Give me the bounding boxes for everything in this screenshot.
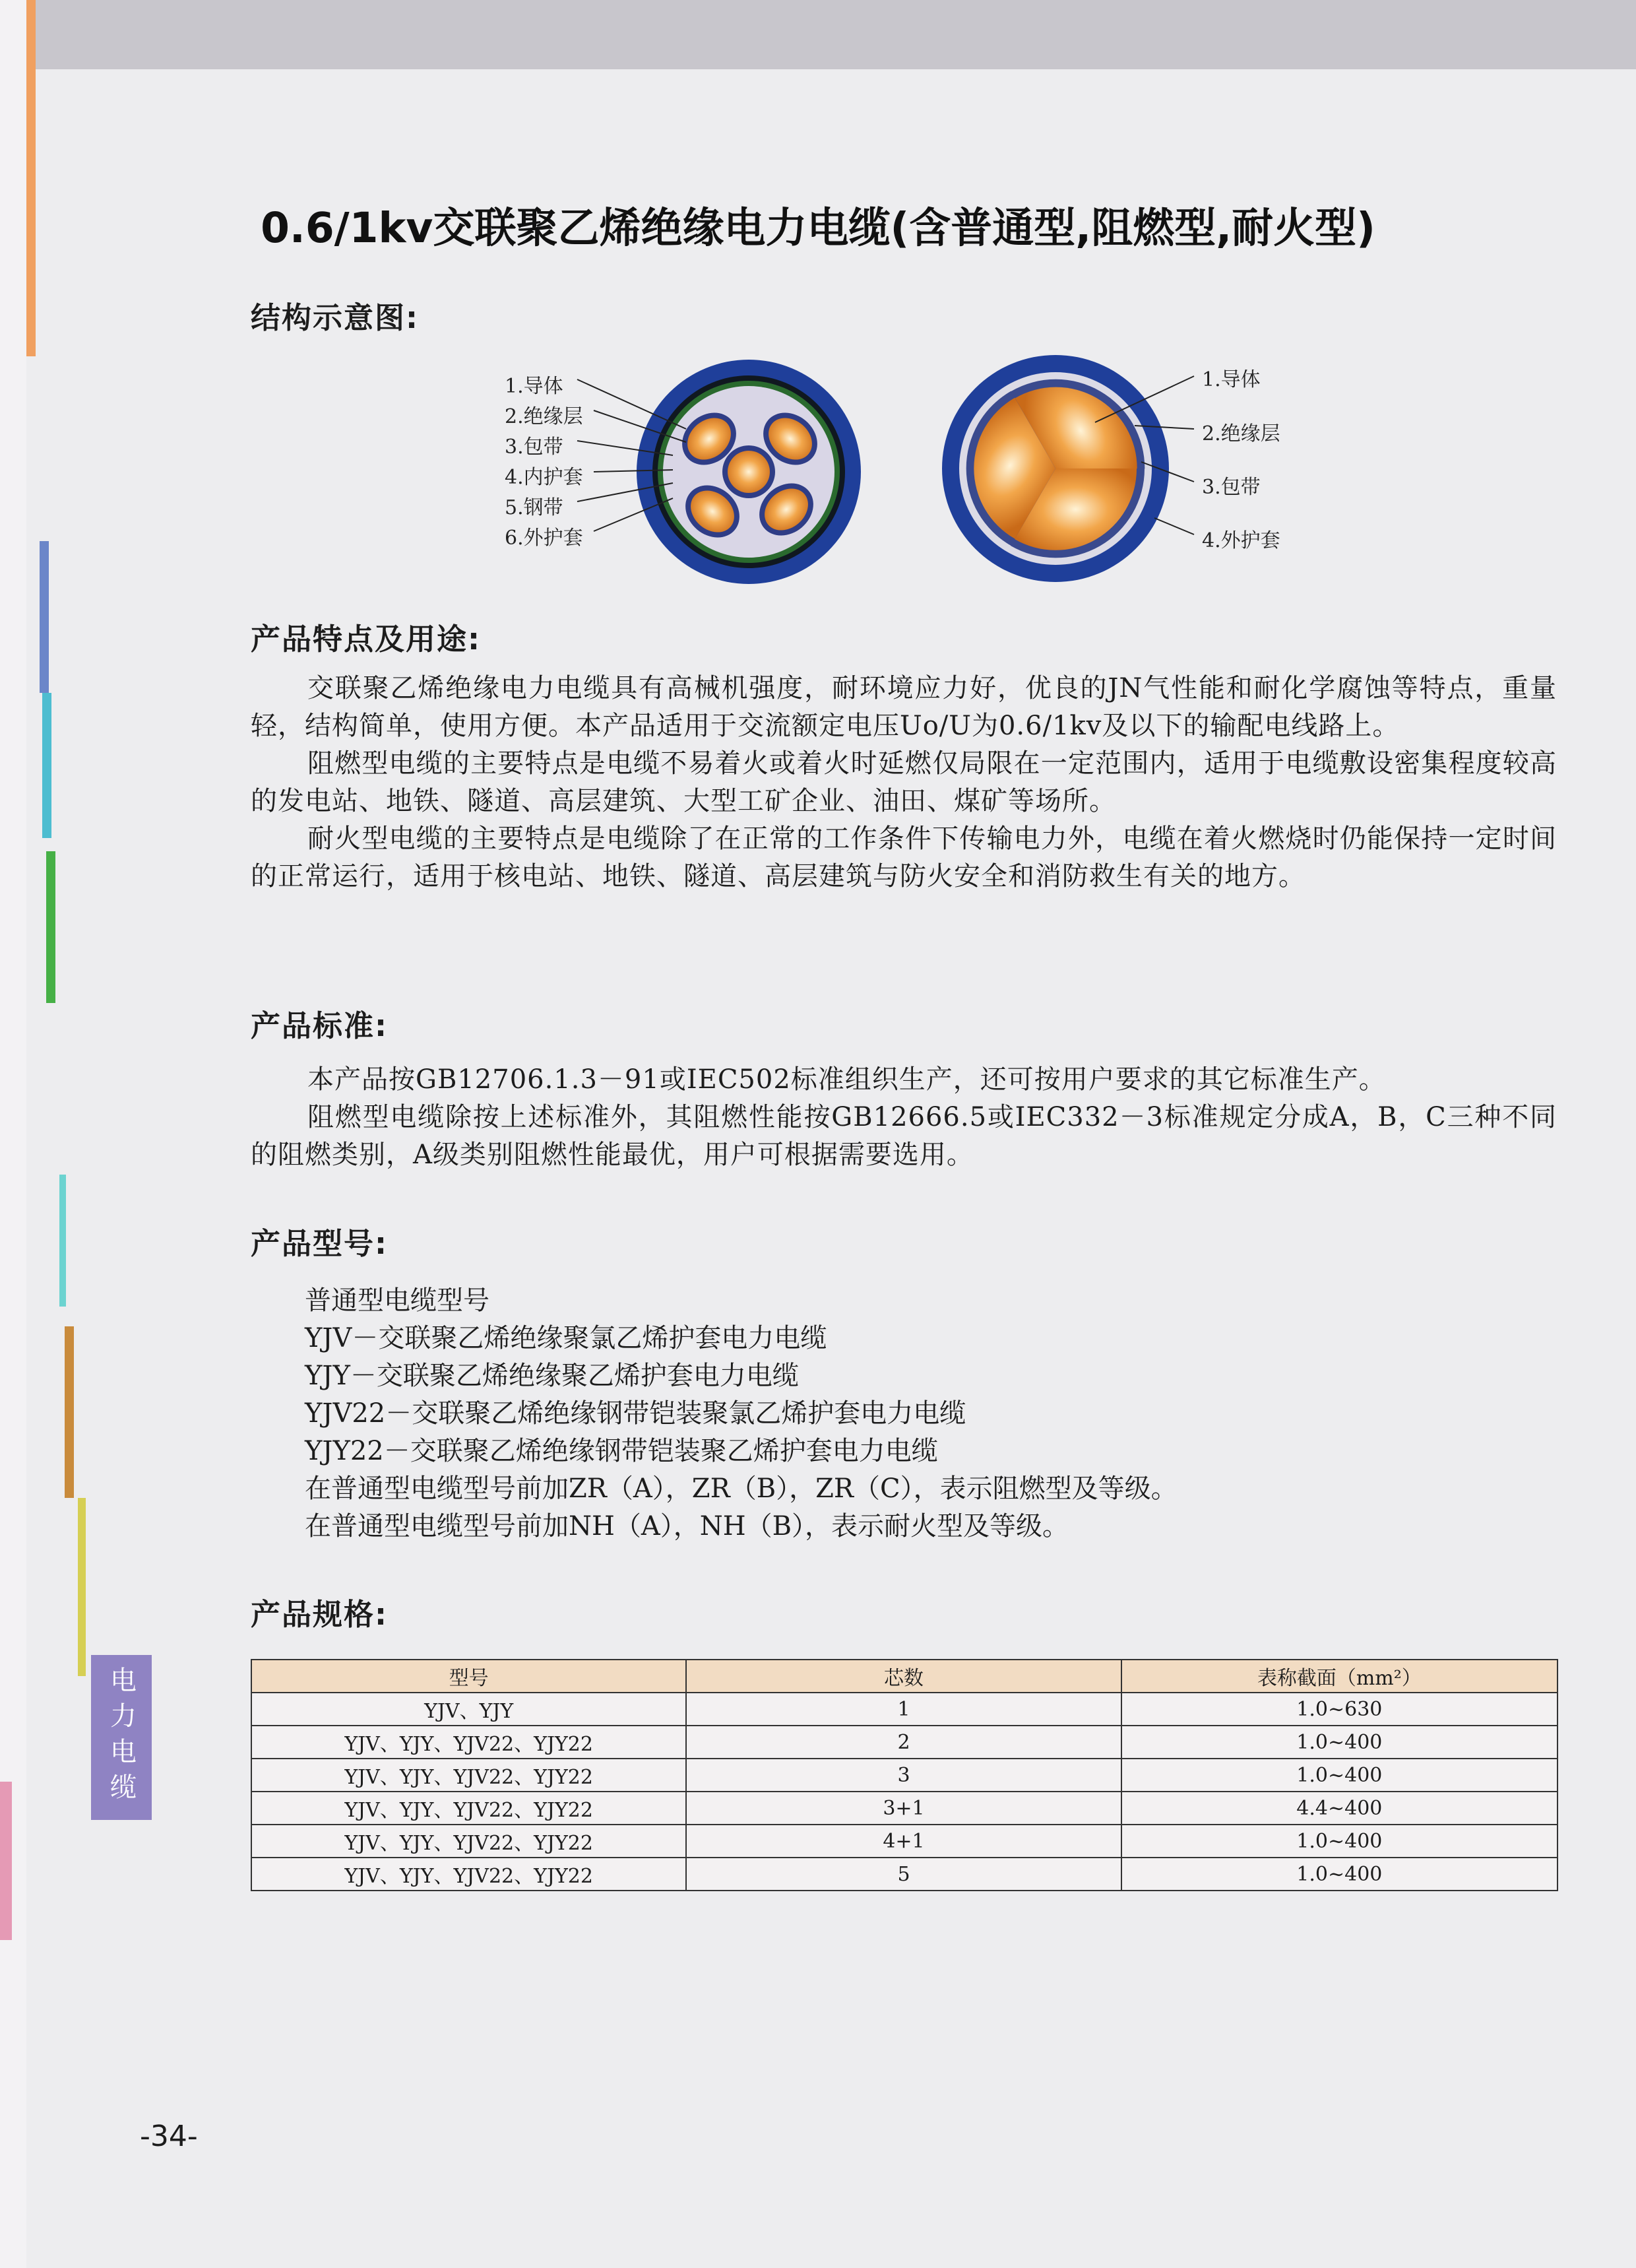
model-line: YJV－交联聚乙烯绝缘聚氯乙烯护套电力电缆 <box>305 1323 827 1353</box>
standard-paragraph-2: 阻燃型电缆除按上述标准外，其阻燃性能按GB12666.5或IEC332－3标准规定分成A，B，C三种不同的阻燃类别，A级类别阻燃性能最优，用户可根据需要选用。 <box>251 1102 1557 1170</box>
structure-heading: 结构示意图: <box>251 300 419 335</box>
cell-model: YJV、YJY、YJV22、YJY22 <box>251 1792 686 1825</box>
cell-model: YJV、YJY <box>251 1693 686 1726</box>
index-tab-brown <box>65 1326 74 1498</box>
cell-cores: 3+1 <box>686 1792 1121 1825</box>
right-label-insulation: 2.绝缘层 <box>1202 422 1280 445</box>
specs-heading: 产品规格: <box>251 1597 388 1632</box>
cell-cores: 4+1 <box>686 1825 1121 1858</box>
table-row <box>251 1759 1557 1792</box>
index-tab-teal <box>59 1175 66 1307</box>
cell-cores: 3 <box>686 1759 1121 1792</box>
left-label-wrapping: 3.包带 <box>505 436 563 459</box>
header-cross-section: 表称截面（mm²） <box>1121 1660 1557 1693</box>
models-heading: 产品型号: <box>251 1226 388 1261</box>
standard-heading: 产品标准: <box>251 1008 388 1043</box>
standard-paragraph-1: 本产品按GB12706.1.3－91或IEC502标准组织生产，还可按用户要求的其它标准生产。 <box>307 1064 1386 1095</box>
model-line: YJY22－交联聚乙烯绝缘钢带铠装聚乙烯护套电力电缆 <box>305 1436 938 1466</box>
cell-cross-section: 1.0~400 <box>1121 1726 1557 1759</box>
page-title: 0.6/1kv交联聚乙烯绝缘电力电缆(含普通型,阻燃型,耐火型) <box>261 204 1375 252</box>
model-line: 普通型电缆型号 <box>305 1285 489 1316</box>
right-label-outer-sheath: 4.外护套 <box>1202 529 1280 552</box>
index-tab-pink <box>0 1782 12 1940</box>
cell-model: YJV、YJY、YJV22、YJY22 <box>251 1726 686 1759</box>
cell-cross-section: 1.0~630 <box>1121 1693 1557 1726</box>
center-conductor <box>728 451 770 493</box>
left-label-outer-sheath: 6.外护套 <box>505 527 583 550</box>
right-label-wrapping: 3.包带 <box>1202 476 1261 499</box>
features-heading: 产品特点及用途: <box>251 622 481 657</box>
index-tab-orange <box>26 0 36 356</box>
table-row <box>251 1726 1557 1759</box>
cell-cores: 1 <box>686 1693 1121 1726</box>
table-row <box>251 1792 1557 1825</box>
table-header-row <box>251 1660 1557 1693</box>
cell-cross-section: 4.4~400 <box>1121 1792 1557 1825</box>
cell-cross-section: 1.0~400 <box>1121 1825 1557 1858</box>
cell-cross-section: 1.0~400 <box>1121 1858 1557 1891</box>
model-line: YJY－交联聚乙烯绝缘聚乙烯护套电力电缆 <box>305 1361 799 1391</box>
cell-cross-section: 1.0~400 <box>1121 1759 1557 1792</box>
right-diagram-leader-lines <box>1082 363 1214 548</box>
cell-cores: 2 <box>686 1726 1121 1759</box>
cell-model: YJV、YJY、YJV22、YJY22 <box>251 1759 686 1792</box>
cell-cores: 5 <box>686 1858 1121 1891</box>
left-label-inner-sheath: 4.内护套 <box>505 466 583 489</box>
index-tab-blue <box>40 541 49 693</box>
cell-model: YJV、YJY、YJV22、YJY22 <box>251 1858 686 1891</box>
features-text <box>251 670 1557 895</box>
standard-text <box>251 1061 1557 1174</box>
left-label-conductor: 1.导体 <box>505 375 563 398</box>
left-label-insulation: 2.绝缘层 <box>505 405 583 428</box>
right-label-conductor: 1.导体 <box>1202 368 1261 391</box>
model-line: 在普通型电缆型号前加ZR（A），ZR（B），ZR（C），表示阻燃型及等级。 <box>305 1474 1178 1504</box>
cell-model: YJV、YJY、YJV22、YJY22 <box>251 1825 686 1858</box>
index-tab-cyan <box>42 693 51 838</box>
header-model: 型号 <box>251 1660 686 1693</box>
index-tab-yellow <box>78 1498 86 1676</box>
index-tab-green <box>46 851 55 1003</box>
page-top-band <box>26 0 1636 69</box>
model-line: 在普通型电缆型号前加NH（A），NH（B），表示耐火型及等级。 <box>305 1511 1069 1541</box>
model-line: YJV22－交联聚乙烯绝缘钢带铠装聚氯乙烯护套电力电缆 <box>305 1398 966 1429</box>
features-paragraph-2: 阻燃型电缆的主要特点是电缆不易着火或着火时延燃仅局限在一定范围内，适用于电缆敷设密集程度较高的发电站、地铁、隧道、高层建筑、大型工矿企业、油田、煤矿等场所。 <box>251 748 1557 816</box>
table-row <box>251 1693 1557 1726</box>
table-row <box>251 1858 1557 1891</box>
page-number: -34- <box>140 2120 198 2153</box>
features-paragraph-3: 耐火型电缆的主要特点是电缆除了在正常的工作条件下传输电力外，电缆在着火燃烧时仍能保持一定时间的正常运行，适用于核电站、地铁、隧道、高层建筑与防火安全和消防救生有关的地方。 <box>251 824 1557 891</box>
models-list <box>305 1282 1178 1545</box>
table-row <box>251 1825 1557 1858</box>
section-side-label: 电力电缆 <box>91 1655 152 1820</box>
features-paragraph-1: 交联聚乙烯绝缘电力电缆具有高械机强度，耐环境应力好，优良的JN气性能和耐化学腐蚀等特点，重量轻，结构简单，使用方便。本产品适用于交流额定电压Uo/U为0.6/1kv及以下的输配电线路上。 <box>251 673 1557 741</box>
header-cores: 芯数 <box>686 1660 1121 1693</box>
left-label-steel-tape: 5.钢带 <box>505 496 563 519</box>
spec-table <box>251 1659 1558 1891</box>
